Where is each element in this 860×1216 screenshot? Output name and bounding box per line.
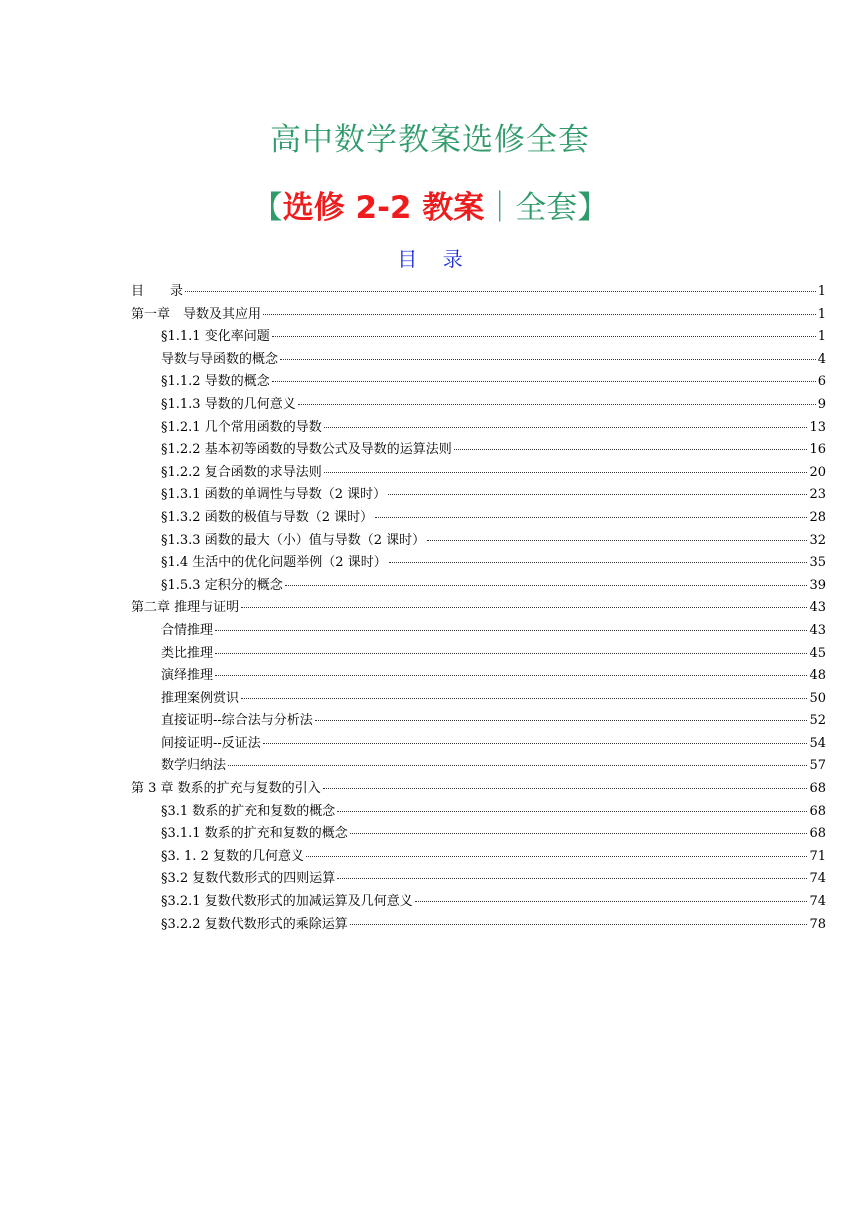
toc-page-number: 39: [809, 577, 826, 593]
toc-leader-dots: [185, 291, 816, 292]
toc-entry-label: 直接证明--综合法与分析法: [161, 713, 313, 729]
toc-page-number: 74: [809, 871, 826, 887]
toc-entry[interactable]: [131, 575, 826, 598]
toc-entry-label: 间接证明--反证法: [161, 735, 261, 751]
toc-page-number: 23: [809, 487, 826, 503]
toc-leader-dots: [215, 653, 807, 654]
toc-page-number: 57: [809, 758, 826, 774]
toc-entry-label: §1.2.2 复合函数的求导法则: [161, 464, 322, 480]
toc-leader-dots: [350, 833, 808, 834]
toc-page-number: 68: [809, 781, 826, 797]
toc-entry-label: §1.2.1 几个常用函数的导数: [161, 419, 322, 435]
toc-entry-label: §1.5.3 定积分的概念: [161, 577, 283, 593]
toc-page-number: 71: [809, 848, 826, 864]
toc-leader-dots: [415, 901, 808, 902]
toc-page-number: 1: [817, 329, 826, 345]
toc-leader-dots: [263, 743, 808, 744]
toc-entry-label: §3.1 数系的扩充和复数的概念: [161, 803, 336, 819]
toc-entry-label: §3.1.1 数系的扩充和复数的概念: [161, 826, 348, 842]
toc-entry-label: §1.3.1 函数的单调性与导数（2 课时）: [161, 487, 387, 503]
toc-entry[interactable]: [131, 823, 826, 846]
toc-leader-dots: [337, 811, 807, 812]
toc-page-number: 1: [817, 284, 826, 299]
toc-entry-label: §1.2.2 基本初等函数的导数公式及导数的运算法则: [161, 442, 452, 458]
toc-page-number: 20: [809, 464, 826, 480]
toc-entry[interactable]: [131, 778, 826, 801]
toc-entry-label: §3.2.1 复数代数形式的加减运算及几何意义: [161, 894, 413, 910]
toc-page-number: 74: [809, 894, 826, 910]
toc-leader-dots: [324, 427, 808, 428]
toc-leader-dots: [324, 472, 808, 473]
toc-entry[interactable]: [131, 304, 826, 327]
toc-leader-dots: [323, 788, 808, 789]
toc-entry[interactable]: [131, 597, 826, 620]
toc-entry[interactable]: [131, 665, 826, 688]
toc-entry-label: §3.2.2 复数代数形式的乘除运算: [161, 916, 348, 932]
toc-entry[interactable]: [131, 688, 826, 711]
toc-page-number: 1: [817, 306, 826, 322]
toc-entry[interactable]: [131, 733, 826, 756]
toc-leader-dots: [215, 675, 807, 676]
toc-entry-label: 导数与导函数的概念: [161, 351, 279, 367]
toc-leader-dots: [306, 856, 807, 857]
toc-page-number: 4: [817, 351, 826, 367]
toc-entry-label: 演绎推理: [161, 668, 214, 684]
toc-page-number: 45: [809, 645, 826, 661]
toc-leader-dots: [241, 607, 807, 608]
toc-entry-label: §3.2 复数代数形式的四则运算: [161, 871, 336, 887]
toc-entry-label: §1.1.1 变化率问题: [161, 329, 270, 345]
toc-entry-label: §1.1.2 导数的概念: [161, 374, 270, 390]
document-subtitle: [0, 186, 860, 230]
toc-page-number: 50: [809, 690, 826, 706]
toc-leader-dots: [228, 765, 807, 766]
toc-leader-dots: [272, 381, 816, 382]
toc-entry[interactable]: [131, 868, 826, 891]
toc-entry[interactable]: [131, 326, 826, 349]
toc-entry[interactable]: [131, 846, 826, 869]
toc-entry[interactable]: [131, 462, 826, 485]
toc-entry-label: §1.3.3 函数的最大（小）值与导数（2 课时）: [161, 532, 426, 548]
toc-page-number: 13: [809, 419, 826, 435]
toc-page-number: 78: [809, 916, 826, 932]
toc-page-number: 9: [817, 396, 826, 412]
toc-leader-dots: [389, 562, 808, 563]
toc-page-number: 54: [809, 735, 826, 751]
toc-leader-dots: [280, 359, 816, 360]
toc-entry-label: 合情推理: [161, 622, 214, 638]
toc-entry[interactable]: [131, 891, 826, 914]
toc-page-number: 28: [809, 509, 826, 525]
toc-page-number: 48: [809, 668, 826, 684]
toc-page-number: 52: [809, 713, 826, 729]
toc-leader-dots: [337, 878, 807, 879]
subtitle-full-set: ｜全套: [484, 190, 578, 226]
toc-page-number: 43: [809, 622, 826, 638]
subtitle-close-bracket: 】: [577, 190, 609, 226]
toc-leader-dots: [272, 336, 816, 337]
toc-entry-label: §3. 1. 2 复数的几何意义: [161, 848, 304, 864]
toc-entry-label: 数学归纳法: [161, 758, 227, 774]
toc-leader-dots: [427, 540, 807, 541]
toc-page-number: 68: [809, 826, 826, 842]
table-of-contents: [131, 281, 826, 936]
toc-entry-label: 类比推理: [161, 645, 214, 661]
toc-entry-label: 第一章 导数及其应用: [131, 306, 262, 322]
toc-entry[interactable]: [131, 620, 826, 643]
toc-entry[interactable]: [131, 371, 826, 394]
toc-leader-dots: [315, 720, 808, 721]
toc-entry[interactable]: [131, 507, 826, 530]
toc-entry[interactable]: [131, 530, 826, 553]
subtitle-open-bracket: 【: [251, 190, 283, 226]
toc-entry[interactable]: [131, 710, 826, 733]
toc-leader-dots: [375, 517, 807, 518]
toc-entry[interactable]: [131, 349, 826, 372]
toc-entry-label: §1.1.3 导数的几何意义: [161, 396, 296, 412]
toc-leader-dots: [388, 494, 807, 495]
toc-page-number: 43: [809, 600, 826, 616]
toc-entry[interactable]: [131, 643, 826, 666]
subtitle-course-name: 选修 2-2 教案: [282, 190, 485, 226]
toc-page-number: 6: [817, 374, 826, 390]
toc-entry[interactable]: [131, 281, 826, 304]
toc-entry[interactable]: [131, 801, 826, 824]
toc-page-number: 32: [809, 532, 826, 548]
toc-entry-label: 目 录: [131, 284, 184, 299]
toc-entry-label: 第 3 章 数系的扩充与复数的引入: [131, 781, 321, 797]
toc-entry[interactable]: [131, 552, 826, 575]
toc-leader-dots: [350, 924, 808, 925]
toc-entry-label: §1.4 生活中的优化问题举例（2 课时）: [161, 555, 387, 571]
toc-page-number: 68: [809, 803, 826, 819]
toc-page-number: 35: [809, 555, 826, 571]
toc-entry[interactable]: [131, 417, 826, 440]
toc-entry[interactable]: [131, 439, 826, 462]
toc-heading: 目 录: [397, 247, 463, 271]
toc-entry-label: 第二章 推理与证明: [131, 600, 240, 616]
toc-entry-label: 推理案例赏识: [161, 690, 240, 706]
document-title: 高中数学教案选修全套: [270, 122, 590, 158]
toc-leader-dots: [263, 314, 816, 315]
toc-leader-dots: [285, 585, 808, 586]
toc-entry-label: §1.3.2 函数的极值与导数（2 课时）: [161, 509, 374, 525]
toc-entry[interactable]: [131, 914, 826, 937]
toc-leader-dots: [298, 404, 816, 405]
toc-leader-dots: [215, 630, 807, 631]
toc-entry[interactable]: [131, 484, 826, 507]
toc-leader-dots: [454, 449, 808, 450]
toc-page-number: 16: [809, 442, 826, 458]
toc-entry[interactable]: [131, 394, 826, 417]
toc-leader-dots: [241, 698, 807, 699]
toc-entry[interactable]: [131, 755, 826, 778]
